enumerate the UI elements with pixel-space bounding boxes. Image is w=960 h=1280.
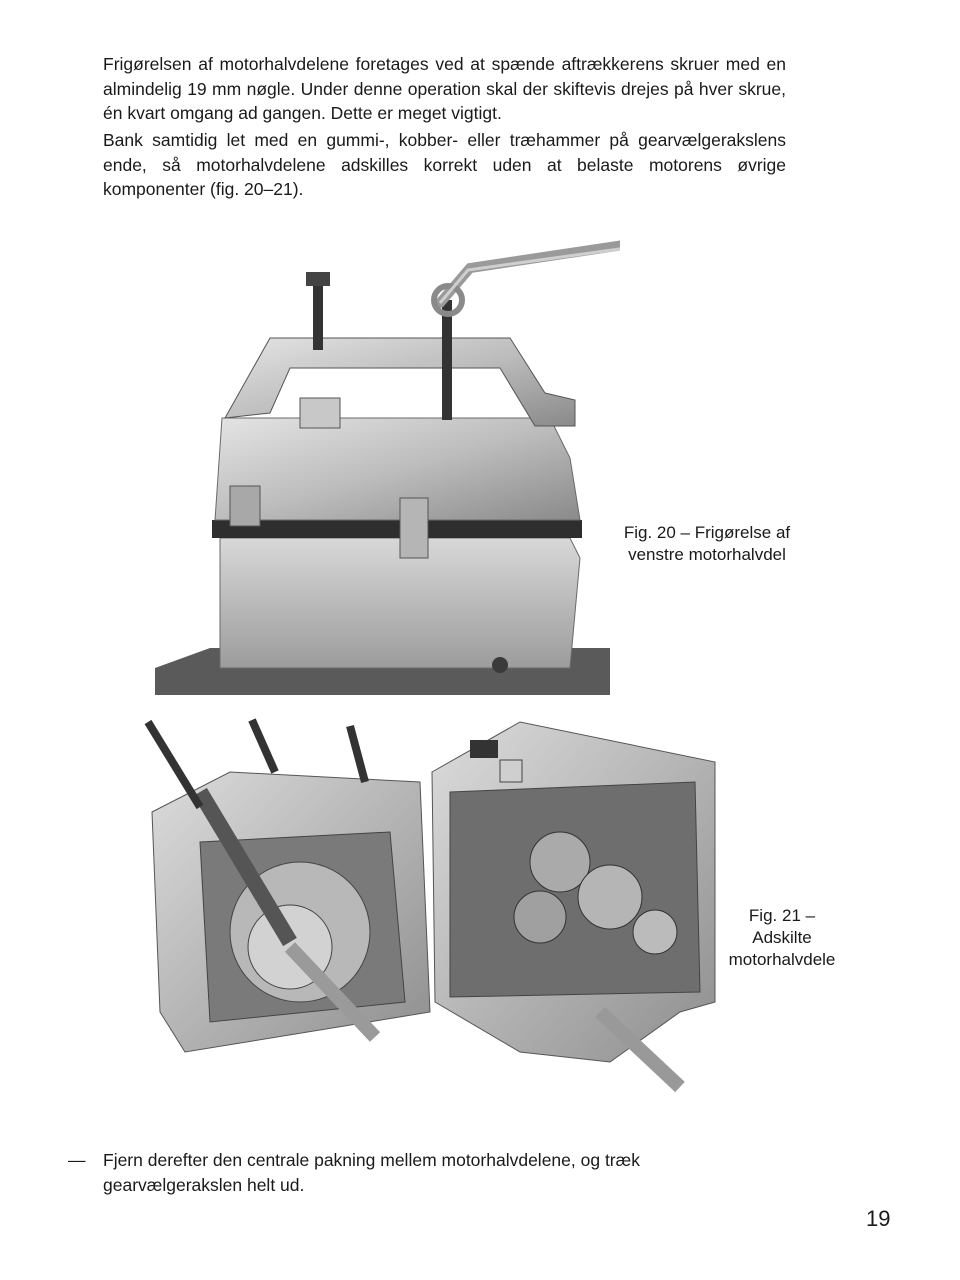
puller-bridge xyxy=(225,338,575,426)
figure-20-caption-line-2: venstre motorhalvdel xyxy=(628,545,786,564)
body-paragraph-1: Frigørelsen af motorhalvdelene foretages ved at spænde aftrækkerens skruer med en almindelig 19 mm nøgle. Under denne operation skal der skiftevis drejes på hver skrue, én kvart omgang ad gangen. Dette er meget vigtigt. xyxy=(103,54,786,123)
gearbox-cavity xyxy=(450,782,700,997)
figure-21-caption-line-1: Fig. 21 – xyxy=(748,906,816,925)
gear-4 xyxy=(633,910,677,954)
gear-3 xyxy=(514,891,566,943)
figure-21-caption-line-2: Adskilte xyxy=(752,928,812,947)
bullet-text: Fjern derefter den centrale pakning mellem motorhalvdelene, og træk gearvælgerakslen helt ud. xyxy=(103,1150,640,1195)
page-number: 19 xyxy=(866,1206,891,1231)
puller-bolt-right xyxy=(442,300,452,420)
puller-bolt-left xyxy=(313,280,323,350)
upper-crankcase xyxy=(215,418,580,520)
figure-21-caption xyxy=(712,905,852,971)
figure-20-caption xyxy=(600,522,814,566)
figure-20-photo xyxy=(150,228,620,698)
figure-20-caption-line-1: Fig. 20 – Frigørelse af xyxy=(623,523,791,542)
gear-2 xyxy=(578,865,642,929)
body-paragraph-2: Bank samtidig let med en gummi-, kobber- eller træhammer på gearvælgerakslens ende, så motorhalvdelene adskilles korrekt uden at belaste motorens øvrige komponenter (fig. 20–21). xyxy=(103,130,786,199)
figure-21-caption-line-3: motorhalvdele xyxy=(728,950,836,969)
bullet-dash: — xyxy=(68,1150,86,1170)
figure-21-photo xyxy=(140,712,720,1112)
crankcase-seam xyxy=(212,520,582,538)
